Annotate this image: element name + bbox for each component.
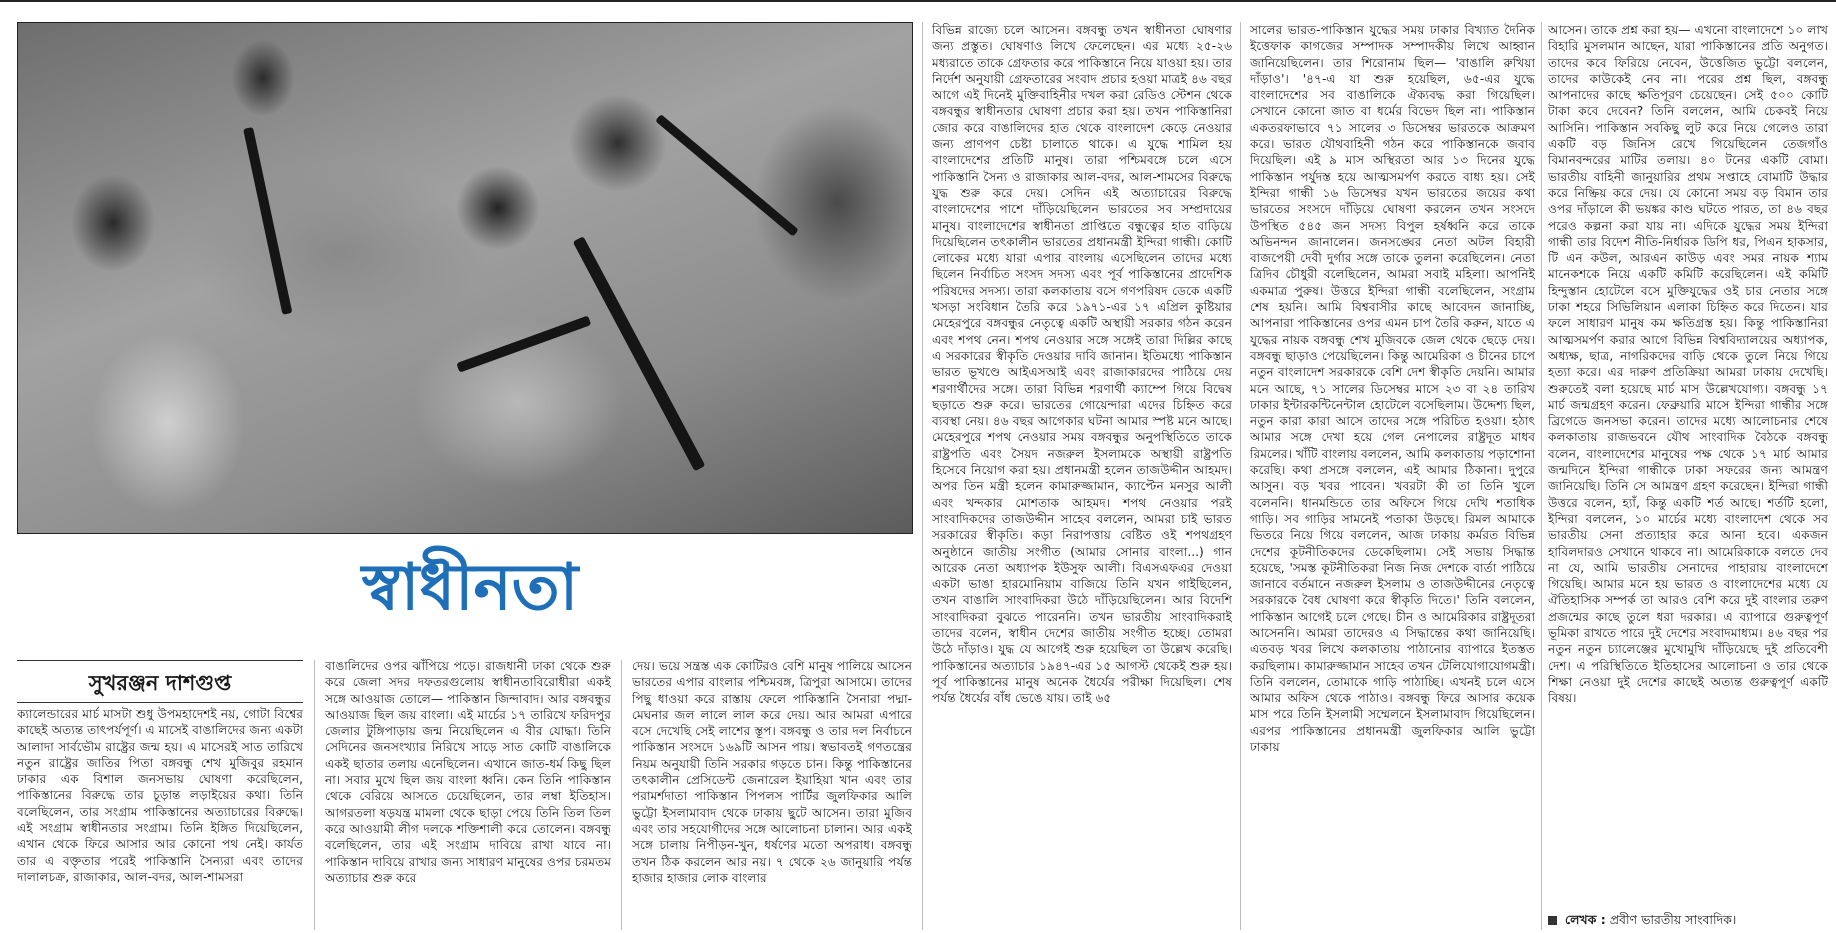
column-divider bbox=[922, 22, 923, 930]
column-5-text: সালের ভারত-পাকিস্তান যুদ্ধের সময় ঢাকার বিখ্যাত দৈনিক ইত্তেফাক কাগজের সম্পাদক সম্পাদকীয় লিখে আহ্বান জানিয়েছিলেন। তার শিরোনাম ছিল— 'বাঙালি রুখিয়া দাঁড়াও'। '৪৭-এ যা শুরু হয়েছিল, ৬৫-এর যুদ্ধে বাংলাদেশের সব বাঙালিকে ঐক্যবদ্ধ করা গিয়েছিল। সেখানে কোনো জাত বা ধর্মের বিভেদ ছিল না। পাকিস্তান একতরফাভাবে ৭১ সালের ৩ ডিসেম্বর ভারতকে আক্রমণ করে। ভারত যৌথবাহিনী গঠন করে পাকিস্তানকে জবাব দিয়েছিল। এই ৯ মাস অস্থিরতা আর ১৩ দিনের যুদ্ধে পাকিস্তান পর্যুদস্ত হয়ে আত্মসমর্পণ করতে বাধ্য হয়। সেই ইন্দিরা গান্ধী ১৬ ডিসেম্বর যখন ভারতের জয়ের কথা ভারতের সংসদে দাঁড়িয়ে ঘোষণা করলেন তখন সংসদে উপস্থিত ৫৪৫ জন সদস্য বিপুল হর্ষধ্বনি করে তাকে অভিনন্দন জানালেন। জনসঙ্ঘের নেতা অটল বিহারী বাজপেয়ী দেবী দুর্গার সঙ্গে তাকে তুলনা করেছিলেন। নেতা ত্রিদিব চৌধুরী বলেছিলেন, আমরা সবাই মহিলা। আপনিই একমাত্র পুরুষ। উত্তরে ইন্দিরা গান্ধী বলেছিলেন, সংগ্রাম শেষ হয়নি। আমি বিশ্ববাসীর কাছে আবেদন জানাচ্ছি, আপনারা পাকিস্তানের ওপর এমন চাপ তৈরি করুন, যাতে এ যুদ্ধের নায়ক বঙ্গবন্ধু শেখ মুজিবকে জেল থেকে ছেড়ে দেয়। বঙ্গবন্ধু ছাড়াও পেয়েছিলেন। কিন্তু আমেরিকা ও চীনের চাপে নতুন বাংলাদেশ সরকারকে বেশি দেশ স্বীকৃতি দেয়নি। আমার মনে আছে, ৭১ সালের ডিসেম্বর মাসে ২৩ বা ২৪ তারিখ ঢাকার ইন্টারকন্টিনেন্টাল হোটেলে বসেছিলাম। উদ্দেশ্য ছিল, নতুন কারা কারা আসে তাদের সঙ্গে পরিচিত হওয়া। হঠাৎ আমার সঙ্গে দেখা হয়ে গেল নেপালের রাষ্ট্রদূত মাধব রিমলের। খাঁটি বাংলায় বললেন, আমি কলকাতায় পড়াশোনা করেছি। কথা প্রসঙ্গে বললেন, এই আমার ঠিকানা। দুপুরে আসুন। বড় খবর পাবেন। খবরটা কী তা তিনি খুলে বলেননি। ধানমন্ডিতে তার অফিসে গিয়ে দেখি শতাধিক গাড়ি। সব গাড়ির সামনেই পতাকা উড়ছে। রিমল আমাকে ভিতরে নিয়ে গিয়ে বললেন, আজ ঢাকায় কর্মরত বিভিন্ন দেশের কূটনীতিকদের ডেকেছিলাম। সেই সভায় সিদ্ধান্ত হয়েছে, 'সমস্ত কূটনীতিকরা নিজ নিজ দেশকে বার্তা পাঠিয়ে জানাবে বর্তমানে নজরুল ইসলাম ও তাজউদ্দীনের নেতৃত্বে সরকারকে বৈধ ঘোষণা করে স্বীকৃতি দিতে।' তিনি বললেন, পাকিস্তান আগেই চলে গেছে। চীন ও আমেরিকার রাষ্ট্রদূতরা আসেননি। আমরা তাদেরও এ সিদ্ধান্তের কথা জানিয়েছি। এতবড় খবর লিখে কলকাতায় পাঠানোর ব্যাপারে ইতস্তত করছিলাম। কামারুজ্জামান সাহেব তখন টেলিযোগাযোগমন্ত্রী। তিনি বললেন, তোমাকে গাড়ি পাঠাচ্ছি। এখনই চলে এসে আমার অফিস থেকে পাঠাও। বঙ্গবন্ধু ফিরে আসার কয়েক মাস পরে তিনি ইসলামী সম্মেলনে ইসলামাবাদ গিয়েছিলেন। এরপর পাকিস্তানের প্রধানমন্ত্রী জুলফিকার আলি ভুট্টো ঢাকায় bbox=[1250, 23, 1535, 755]
article-column-5 bbox=[1250, 22, 1535, 930]
author-note bbox=[1548, 912, 1828, 928]
article-column-3 bbox=[632, 658, 912, 930]
column-divider bbox=[621, 660, 622, 930]
column-divider bbox=[1541, 22, 1542, 930]
column-2-text: বাঙালিদের ওপর ঝাঁপিয়ে পড়ে। রাজধানী ঢাকা থেকে শুরু করে জেলা সদর দফতরগুলোয় স্বাধীনতাবিরোধীরা একই সঙ্গে আওয়াজ তোলে— পাকিস্তান জিন্দাবাদ। আর বঙ্গবন্ধুর আওয়াজ ছিল জয় বাংলা। এই মার্চের ১৭ তারিখে ফরিদপুর জেলার টুঙ্গিপাড়ায় জন্ম নিয়েছিলেন এ বীর যোদ্ধা। তিনি সেদিনের জনসংখ্যার নিরিখে সাড়ে সাত কোটি বাঙালিকে একই ছাতার তলায় এনেছিলেন। এখানে জাত-ধর্ম কিছু ছিল না। সবার মুখে ছিল জয় বাংলা ধ্বনি। কেন তিনি পাকিস্তান থেকে বেরিয়ে আসতে চেয়েছিলেন, তার লম্বা ইতিহাস। আগরতলা ষড়যন্ত্র মামলা থেকে ছাড়া পেয়ে তিনি তিল তিল করে আওয়ামী লীগ দলকে শক্তিশালী করে তোলেন। বঙ্গবন্ধু বলেছিলেন, তার এই সংগ্রাম দাবিয়ে রাখা যাবে না। পাকিস্তান দাবিয়ে রাখার জন্য সাধারণ মানুষের ওপর চরমতম অত্যাচার শুরু করে bbox=[325, 659, 611, 885]
article-column-1 bbox=[17, 706, 303, 928]
article-column-2 bbox=[325, 658, 611, 930]
column-divider bbox=[1240, 22, 1241, 930]
article-column-4 bbox=[932, 22, 1232, 930]
war-photograph bbox=[17, 22, 913, 534]
bullet-square-icon bbox=[1548, 916, 1557, 925]
article-column-6 bbox=[1548, 22, 1828, 906]
column-1-text: ক্যালেন্ডারের মার্চ মাসটা শুধু উপমহাদেশই নয়, গোটা বিশ্বের কাছেই অত্যন্ত তাৎপর্যপূর্ণ। এ মাসেই বাঙালিদের জন্য একটা আলাদা সার্বভৌম রাষ্ট্রের জন্ম হয়। এ মাসেরই সাত তারিখে নতুন রাষ্ট্রের জাতির পিতা বঙ্গবন্ধু শেখ মুজিবুর রহমান ঢাকার এক বিশাল জনসভায় ঘোষণা করেছিলেন, পাকিস্তানের বিরুদ্ধে তার চূড়ান্ত লড়াইয়ের কথা। তিনি বলেছিলেন, তার সংগ্রাম পাকিস্তানের অত্যাচারের বিরুদ্ধে। এই সংগ্রাম স্বাধীনতার সংগ্রাম। তিনি ইঙ্গিত দিয়েছিলেন, এখান থেকে ফিরে আসার আর কোনো পথ নেই। কার্যত তার এ বক্তৃতার পরেই পাকিস্তানি সৈন্যরা এবং তাদের দালালচক্র, রাজাকার, আল-বদর, আল-শামসরা bbox=[17, 707, 303, 884]
column-4-text: বিভিন্ন রাজ্যে চলে আসেন। বঙ্গবন্ধু তখন স্বাধীনতা ঘোষণার জন্য প্রস্তুত। ঘোষণাও লিখে ফেলেছেন। এর মধ্যে ২৫-২৬ মধ্যরাতে তাকে গ্রেফতার করে পাকিস্তানে নিয়ে যাওয়া হয়। তার নির্দেশ অনুযায়ী গ্রেফতারের সংবাদ প্রচার হওয়া মাত্রই ৪৬ বছর আগে এই দিনেই মুক্তিবাহিনীর দখল করা রেডিও স্টেশন থেকে বঙ্গবন্ধুর স্বাধীনতার ঘোষণা প্রচার করা হয়। তখন পাকিস্তানিরা জোর করে বাঙালিদের হাত থেকে বাংলাদেশ কেড়ে নেওয়ার জন্য প্রাণপণ চেষ্টা চালাতে থাকে। এ যুদ্ধে শামিল হয় বাংলাদেশের প্রতিটি মানুষ। তারা পশ্চিমবঙ্গে চলে এসে পাকিস্তানি সৈন্য ও রাজাকার আল-বদর, আল-শামসের বিরুদ্ধে যুদ্ধ শুরু করে দেয়। সেদিন এই অত্যাচারের বিরুদ্ধে বাংলাদেশের পাশে দাঁড়িয়েছিলেন ভারতের সব সম্প্রদায়ের মানুষ। বাংলাদেশের স্বাধীনতা প্রাপ্তিতে বন্ধুত্বের হাত বাড়িয়ে দিয়েছিলেন তৎকালীন ভারতের প্রধানমন্ত্রী ইন্দিরা গান্ধী। কোটি লোকের মধ্যে যারা এপার বাংলায় এসেছিলেন তাদের মধ্যে ছিলেন নির্বাচিত সংসদ সদস্য এবং পূর্ব পাকিস্তানের প্রাদেশিক পরিষদের সদস্য। তারা কলকাতায় বসে গণপরিষদ ডেকে একটি খসড়া সংবিধান তৈরি করে ১৯৭১-এর ১৭ এপ্রিল কুষ্টিয়ার মেহেরপুরে বঙ্গবন্ধুর নেতৃত্বে একটি অস্থায়ী সরকার গঠন করেন এবং শপথ নেন। শপথ নেওয়ার সঙ্গে সঙ্গেই তারা দিল্লির কাছে এ সরকারের স্বীকৃতি দেওয়ার দাবি জানান। ইতিমধ্যে পাকিস্তান ভারত ভূখণ্ডে আইএসআই এবং রাজাকারদের পাঠিয়ে দেয় শরণার্থীদের সঙ্গে। তারা বিভিন্ন শরণার্থী ক্যাম্পে গিয়ে বিদ্বেষ ছড়াতে শুরু করে। ভারতের গোয়েন্দারা এদের চিহ্নিত করে ব্যবস্থা নেয়। ৪৬ বছর আগেকার ঘটনা আমার স্পষ্ট মনে আছে। মেহেরপুরে শপথ নেওয়ার সময় বঙ্গবন্ধুর অনুপস্থিতিতে তাকে রাষ্ট্রপতি এবং সৈয়দ নজরুল ইসলামকে অস্থায়ী রাষ্ট্রপতি হিসেবে নিয়োগ করা হয়। প্রধানমন্ত্রী হলেন তাজউদ্দীন আহমদ। অপর তিন মন্ত্রী হলেন কামারুজ্জামান, ক্যাপ্টেন মনসুর আলী এবং খন্দকার মোশতাক আহমদ। শপথ নেওয়ার পরই সাংবাদিকদের তাজউদ্দীন সাহেব বললেন, আমরা চাই ভারত সরকারের স্বীকৃতি। কড়া নিরাপত্তায় বেষ্টিত ওই শপথগ্রহণ অনুষ্ঠানে জাতীয় সংগীত (আমার সোনার বাংলা...) গান আরেক নেতা অধ্যাপক ইউসুফ আলী। বিএসএফএর দেওয়া একটা ভাঙা হারমোনিয়াম বাজিয়ে তিনি যখন গাইছিলেন, তখন বাঙালি সাংবাদিকরা উঠে দাঁড়িয়েছিলেন। আর বিদেশি সাংবাদিকরা বুঝতে পারেননি। তখন ভারতীয় সাংবাদিকরাই তাদের বলেন, স্বাধীন দেশের জাতীয় সংগীত হচ্ছে। তোমরা উঠে দাঁড়াও। যুদ্ধ যে আগেই শুরু হয়েছিল তা উল্লেখ করেছি। পাকিস্তানের অত্যাচার ১৯৪৭-এর ১৫ আগস্ট থেকেই শুরু হয়। পূর্ব পাকিস্তানের মানুষ অনেক ধৈর্যের পরীক্ষা দিয়েছিল। শেষ পর্যন্ত ধৈর্যের বাঁধ ভেঙে যায়। তাই ৬৫ bbox=[932, 23, 1232, 706]
article-headline: স্বাধীনতা bbox=[361, 550, 579, 625]
author-byline: সুখরঞ্জন দাশগুপ্ত bbox=[88, 670, 232, 695]
byline-bottom-rule bbox=[17, 702, 303, 703]
column-divider bbox=[314, 660, 315, 930]
column-3-text: দেয়। ভয়ে সন্ত্রস্ত এক কোটিরও বেশি মানুষ পালিয়ে আসেন ভারতের এপার বাংলার পশ্চিমবঙ্গ, ত্রিপুরা আসামে। তাদের পিছু ধাওয়া করে রাস্তায় ফেলে পাকিস্তানি সৈনারা পদ্মা-মেঘনার জল লালে লাল করে দেয়। আর আমরা এপারে বসে দেখেছি সেই লাশের স্তূপ। বঙ্গবন্ধু ও তার দল নির্বাচনে পাকিস্তান সংসদে ১৬৯টি আসন পায়। স্বভাবতই গণতন্ত্রের নিয়ম অনুযায়ী তিনি সরকার গড়তে চান। কিন্তু পাকিস্তানের তৎকালীন প্রেসিডেন্ট জেনারেল ইয়াহিয়া খান এবং তার পরামর্শদাতা পাকিস্তান পিপলস পার্টির জুলফিকার আলি ভুট্টো ইসলামাবাদ থেকে ঢাকায় ছুটে আসেন। তারা মুজিব এবং তার সহযোগীদের সঙ্গে আলোচনা চালান। আর একই সঙ্গে চালায় নিপীড়ন-খুন, ধর্ষণের মতো অপরাধ। বঙ্গবন্ধু তখন ঠিক করলেন আর নয়। ৭ থেকে ২৬ জানুয়ারি পর্যন্ত হাজার হাজার লোক বাংলার bbox=[632, 659, 912, 885]
author-note-label: লেখক : bbox=[1565, 912, 1606, 927]
column-6-text: আসেন। তাকে প্রশ্ন করা হয়— এখনো বাংলাদেশে ১০ লাখ বিহারি মুসলমান আছেন, যারা পাকিস্তানের প্রতি অনুগত। তাদের কবে ফিরিয়ে নেবেন, উত্তেজিত ভুট্টো বললেন, তাদের কাউকেই নেব না। পরের প্রশ্ন ছিল, বঙ্গবন্ধু আপনাদের কাছে ক্ষতিপূরণ চেয়েছেন। সেই ৫০০ কোটি টাকা কবে দেবেন? তিনি বললেন, আমি চেকবই নিয়ে আসিনি। পাকিস্তান সবকিছু লুট করে নিয়ে গেলেও তারা একটি বড় জিনিস রেখে গিয়েছিলেন তেজগাঁও বিমানবন্দরের মাটির তলায়। ৪০ টনের একটি বোমা। ভারতীয় বাহিনী জানুয়ারির প্রথম সপ্তাহে বোমাটি উদ্ধার করে নিষ্ক্রিয় করে দেয়। যে কোনো সময় বড় বিমান তার ওপর দাঁড়ালে কী ভয়ঙ্কর কাণ্ড ঘটতে পারত, তা ৪৬ বছর পরেও কল্পনা করা যায় না। এদিকে যুদ্ধের সময় ইন্দিরা গান্ধী তার বিদেশ নীতি-নির্ধারক ডিপি ধর, পিএন হাকসার, টি এন কউল, আরএন কাউড় এবং সমর নায়ক শ্যাম মানেকশকে নিয়ে একটি কমিটি করেছিলেন। এই কমিটি হিন্দুস্তান হোটেলে বসে মুক্তিযুদ্ধের ওই চার নেতার সঙ্গে ঢাকা শহরে সিভিলিয়ান এলাকা চিহ্নিত করে দিতেন। যার ফলে সাধারণ মানুষ কম ক্ষতিগ্রস্ত হয়। কিন্তু পাকিস্তানিরা আত্মসমর্পণ করার আগে বিভিন্ন বিশ্ববিদ্যালয়ের অধ্যাপক, অধ্যক্ষ, ছাত্র, নাগরিকদের বাড়ি থেকে তুলে নিয়ে গিয়ে হত্যা করে। এর দারুণ প্রতিক্রিয়া আমরা ঢাকায় দেখেছি। শুরুতেই বলা হয়েছে মার্চ মাস উল্লেখযোগ্য। বঙ্গবন্ধু ১৭ মার্চ জন্মগ্রহণ করেন। ফেব্রুয়ারি মাসে ইন্দিরা গান্ধীর সঙ্গে ব্রিগেডে জনসভা করেন। তাদের মধ্যে আলোচনার শেষে কলকাতায় রাজভবনে যৌথ সাংবাদিক বৈঠকে বঙ্গবন্ধু বলেন, বাংলাদেশের মানুষের পক্ষ থেকে ১৭ মার্চ আমার জন্মদিনে ইন্দিরা গান্ধীকে ঢাকা সফরের জন্য আমন্ত্রণ জানিয়েছি। তিনি সে আমন্ত্রণ গ্রহণ করেছেন। ইন্দিরা গান্ধী উত্তরে বলেন, হ্যাঁ, কিন্তু একটি শর্ত আছে। শর্তটি হলো, ইন্দিরা বললেন, ১০ মার্চের মধ্যে বাংলাদেশ থেকে সব ভারতীয় সেনা প্রত্যাহার করে আনা হবে। একজন হাবিলদারও সেখানে থাকবে না। আমেরিকাকে বলতে দেব না যে, আমি ভারতীয় সেনাদের পাহারায় বাংলাদেশে গিয়েছি। আমার মনে হয় ভারত ও বাংলাদেশের মধ্যে যে ঐতিহাসিক সম্পর্ক তা আরও বেশি করে দুই বাংলার তরুণ প্রজন্মের কাছে তুলে ধরা দরকার। এ ব্যাপারে গুরুত্বপূর্ণ ভূমিকা রাখতে পারে দুই দেশের সংবাদমাধ্যম। ৪৬ বছর পর নতুন নতুন চ্যালেঞ্জের মুখোমুখি দাঁড়িয়েছে দুই প্রতিবেশী দেশ। এ পরিস্থিতিতে ইতিহাসের আলোচনা ও তার থেকে শিক্ষা নেওয়া দুই দেশের কাছেই অত্যন্ত গুরুত্বপূর্ণ একটি বিষয়। bbox=[1548, 23, 1828, 706]
byline-top-rule bbox=[17, 660, 303, 661]
top-rule bbox=[0, 0, 1836, 2]
author-note-text: প্রবীণ ভারতীয় সাংবাদিক। bbox=[1609, 912, 1737, 927]
